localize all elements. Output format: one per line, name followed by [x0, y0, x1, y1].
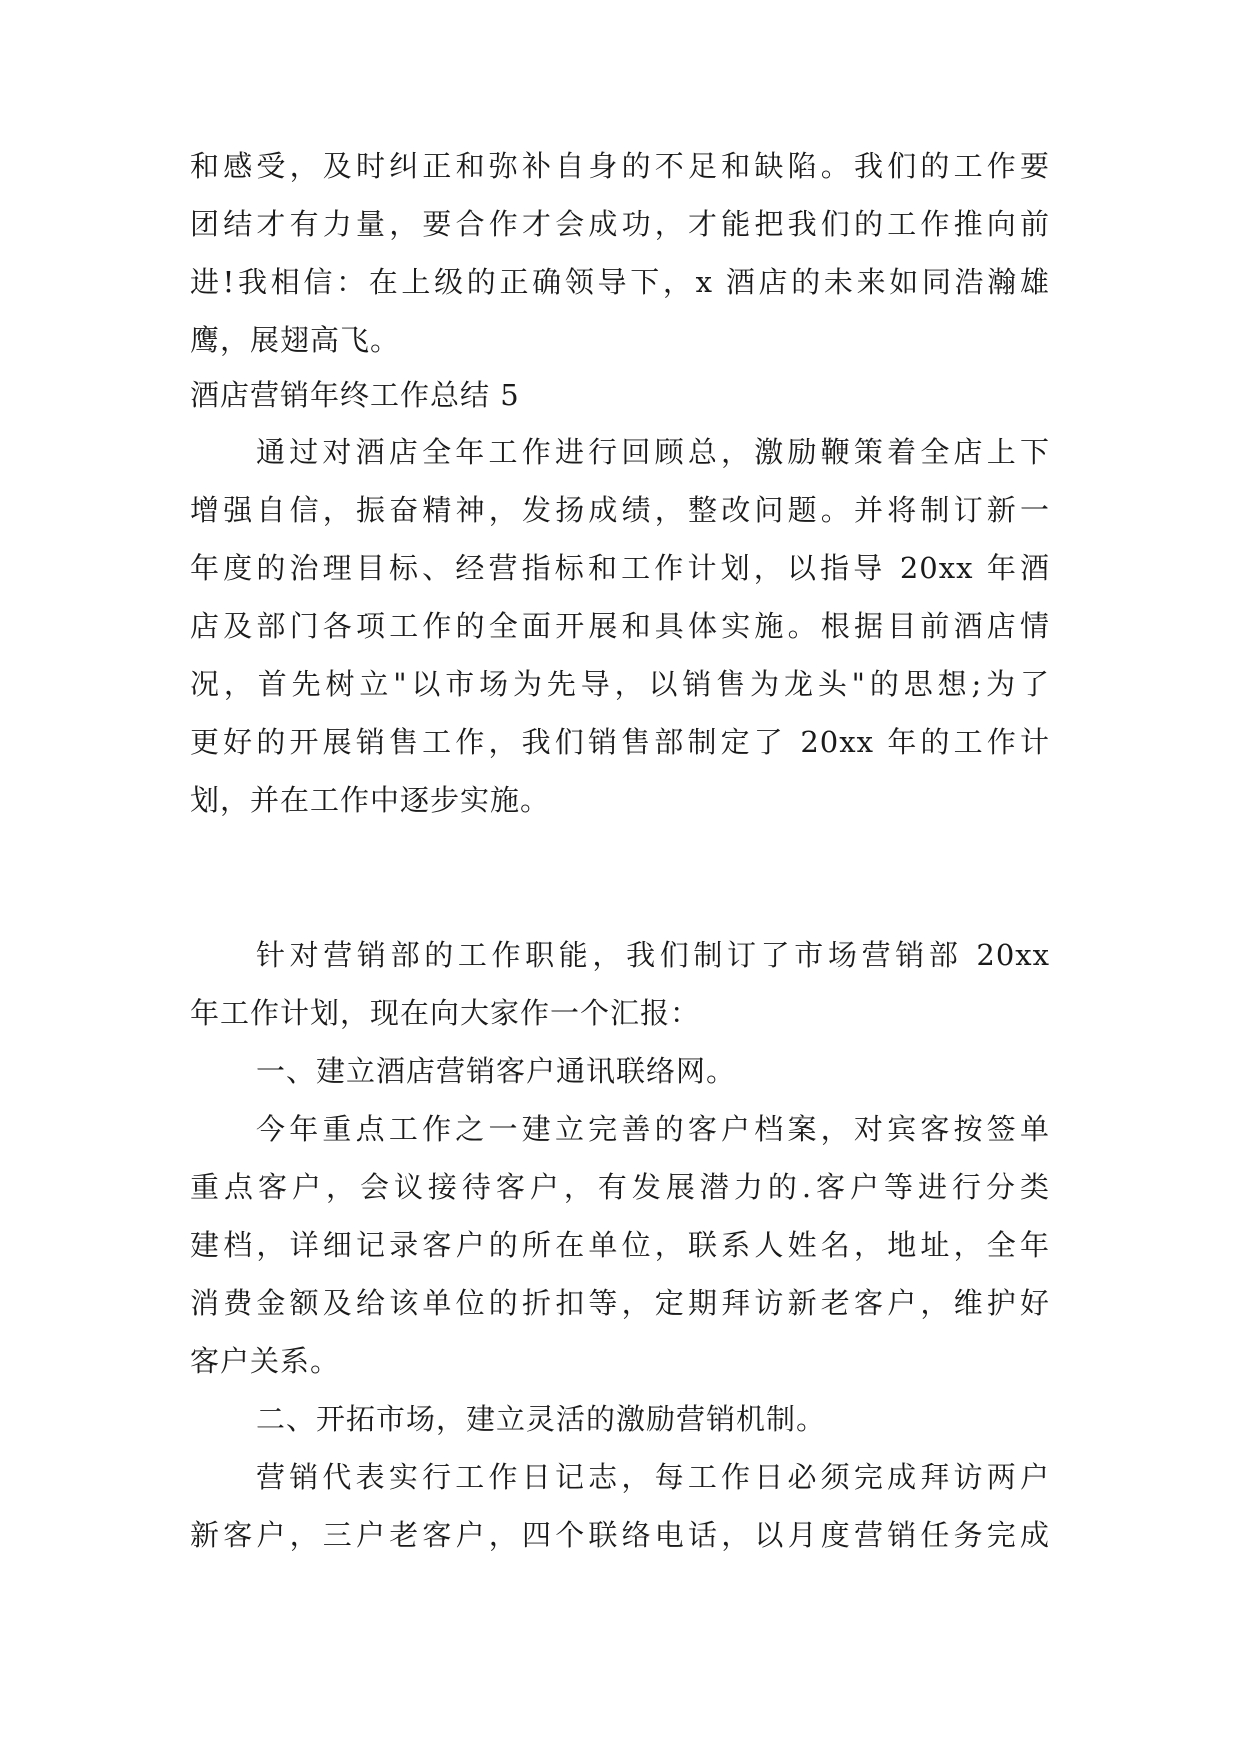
- body-line: 消费金额及给该单位的折扣等，定期拜访新老客户，维护好: [190, 1286, 1050, 1320]
- body-line: 新客户，三户老客户，四个联络电话，以月度营销任务完成: [190, 1518, 1050, 1552]
- body-line: 年度的治理目标、经营指标和工作计划，以指导 20xx 年酒: [190, 551, 1050, 585]
- list-item-heading: 二、开拓市场，建立灵活的激励营销机制。: [256, 1402, 827, 1436]
- body-line: 团结才有力量，要合作才会成功，才能把我们的工作推向前: [190, 207, 1050, 241]
- body-line: 划，并在工作中逐步实施。: [190, 783, 551, 817]
- section-heading: 酒店营销年终工作总结 5: [190, 378, 520, 412]
- body-line: 年工作计划，现在向大家作一个汇报：: [190, 996, 701, 1030]
- body-line: 和感受，及时纠正和弥补自身的不足和缺陷。我们的工作要: [190, 149, 1050, 183]
- body-line: 况，首先树立"以市场为先导，以销售为龙头"的思想;为了: [190, 667, 1050, 701]
- body-line: 客户关系。: [190, 1344, 341, 1378]
- body-line: 鹰，展翅高飞。: [190, 323, 401, 357]
- body-line: 更好的开展销售工作，我们销售部制定了 20xx 年的工作计: [190, 725, 1050, 759]
- body-line: 重点客户，会议接待客户，有发展潜力的.客户等进行分类: [190, 1170, 1050, 1204]
- paragraph-first-line: 通过对酒店全年工作进行回顾总，激励鞭策着全店上下: [256, 435, 1050, 469]
- paragraph-first-line: 营销代表实行工作日记志，每工作日必须完成拜访两户: [256, 1460, 1050, 1494]
- list-item-heading: 一、建立酒店营销客户通讯联络网。: [256, 1054, 737, 1088]
- body-line: 店及部门各项工作的全面开展和具体实施。根据目前酒店情: [190, 609, 1050, 643]
- body-line: 增强自信，振奋精神，发扬成绩，整改问题。并将制订新一: [190, 493, 1050, 527]
- body-line: 进!我相信：在上级的正确领导下，x 酒店的未来如同浩瀚雄: [190, 265, 1050, 299]
- paragraph-first-line: 今年重点工作之一建立完善的客户档案，对宾客按签单: [256, 1112, 1050, 1146]
- body-line: 建档，详细记录客户的所在单位，联系人姓名，地址，全年: [190, 1228, 1050, 1262]
- paragraph-first-line: 针对营销部的工作职能，我们制订了市场营销部 20xx: [256, 938, 1050, 972]
